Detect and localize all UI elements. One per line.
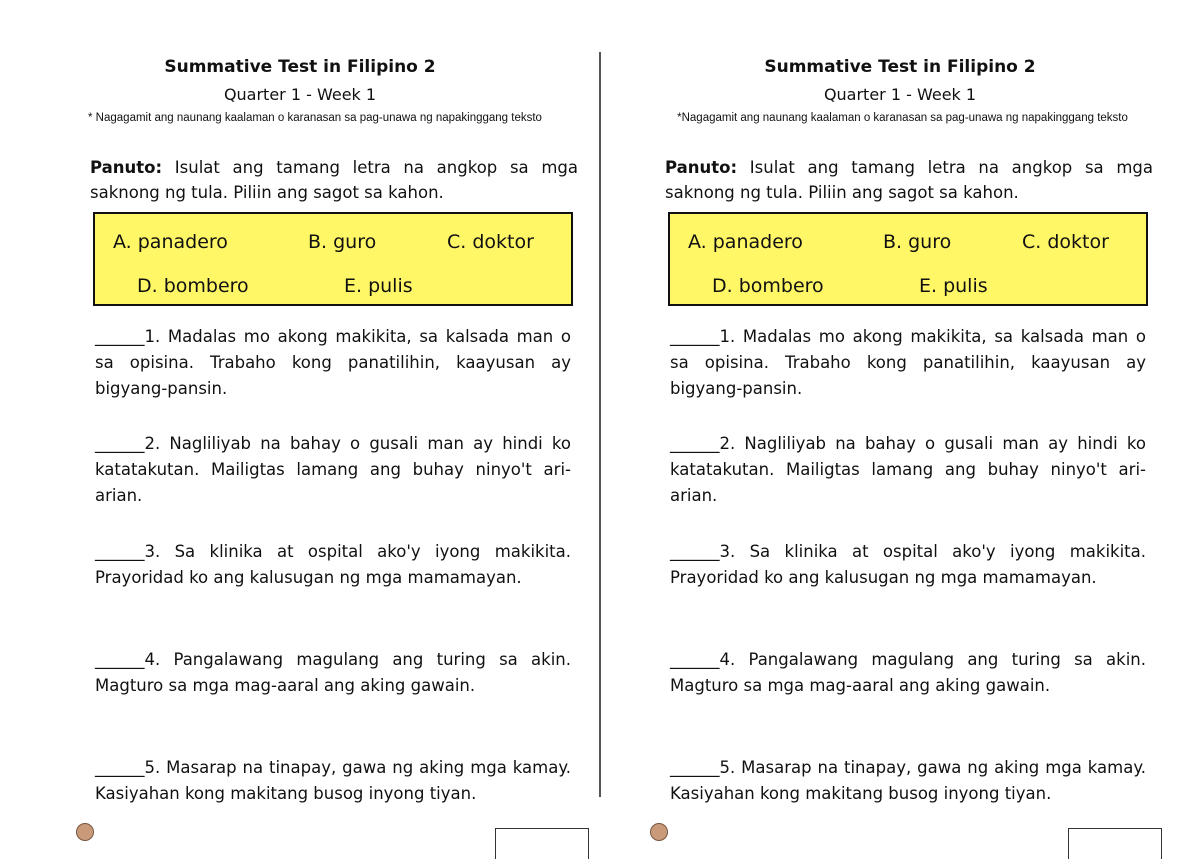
question-text: 5. Masarap na tinapay, gawa ng aking mga kamay. Kasiyahan kong makitang busog inyong tiyan.: [95, 758, 571, 803]
question-item-3: [670, 539, 1146, 591]
question-text: 2. Nagliliyab na bahay o gusali man ay hindi ko katatakutan. Mailigtas lamang ang buhay ninyo't ari-arian.: [95, 434, 571, 505]
question-text: 2. Nagliliyab na bahay o gusali man ay hindi ko katatakutan. Mailigtas lamang ang buhay ninyo't ari-arian.: [670, 434, 1146, 505]
instruction-text: Isulat ang tamang letra na angkop sa mga saknong ng tula. Piliin ang sagot sa kahon.: [665, 158, 1153, 202]
test-title: Summative Test in Filipino 2: [164, 57, 436, 77]
question-item-4: [670, 647, 1146, 699]
instruction: [665, 155, 1153, 205]
question-text: 3. Sa klinika at ospital ako'y iyong makikita. Prayoridad ko ang kalusugan ng mga mamamayan.: [95, 542, 571, 587]
competency-note: * Nagagamit ang naunang kaalaman o karanasan sa pag-unawa ng napakinggang teksto: [88, 112, 542, 124]
choice-c: C. doktor: [447, 231, 534, 253]
test-title: Summative Test in Filipino 2: [764, 57, 1036, 77]
answer-blank: ______: [95, 650, 145, 669]
choice-a: A. panadero: [688, 231, 803, 253]
question-item-3: [95, 539, 571, 591]
worksheet-left: [0, 0, 600, 849]
worksheet-right: [600, 0, 1200, 849]
answer-blank: ______: [670, 650, 720, 669]
answer-blank: ______: [95, 434, 145, 453]
question-item-4: [95, 647, 571, 699]
instruction: [90, 155, 578, 205]
answer-blank: ______: [670, 434, 720, 453]
competency-note: *Nagagamit ang naunang kaalaman o karanasan sa pag-unawa ng napakinggang teksto: [677, 112, 1128, 124]
choice-c: C. doktor: [1022, 231, 1109, 253]
answer-blank: ______: [670, 327, 720, 346]
answer-blank: ______: [670, 542, 720, 561]
choice-e: E. pulis: [919, 275, 988, 297]
question-text: 4. Pangalawang magulang ang turing sa akin. Magturo sa mga mag-aaral ang aking gawain.: [95, 650, 571, 695]
instruction-label: Panuto:: [665, 158, 738, 177]
question-item-1: [670, 324, 1146, 402]
question-text: 5. Masarap na tinapay, gawa ng aking mga kamay. Kasiyahan kong makitang busog inyong tiyan.: [670, 758, 1146, 803]
question-item-5: [95, 755, 571, 807]
question-item-2: [95, 431, 571, 509]
answer-blank: ______: [95, 327, 145, 346]
choice-b: B. guro: [883, 231, 952, 253]
question-text: 3. Sa klinika at ospital ako'y iyong makikita. Prayoridad ko ang kalusugan ng mga mamamayan.: [670, 542, 1146, 587]
answer-blank: ______: [670, 758, 720, 777]
question-text: 1. Madalas mo akong makikita, sa kalsada man o sa opisina. Trabaho kong panatilihin, kaayusan ay bigyang-pansin.: [670, 327, 1146, 398]
choice-b: B. guro: [308, 231, 377, 253]
question-item-5: [670, 755, 1146, 807]
question-item-1: [95, 324, 571, 402]
question-item-2: [670, 431, 1146, 509]
footer-box: [495, 828, 589, 859]
quarter-week: Quarter 1 - Week 1: [823, 85, 977, 104]
choices-box: [93, 212, 573, 306]
child-avatar-icon: [650, 823, 668, 841]
question-text: 1. Madalas mo akong makikita, sa kalsada man o sa opisina. Trabaho kong panatilihin, kaayusan ay bigyang-pansin.: [95, 327, 571, 398]
choice-d: D. bombero: [137, 275, 249, 297]
choice-e: E. pulis: [344, 275, 413, 297]
footer-box: [1068, 828, 1162, 859]
question-text: 4. Pangalawang magulang ang turing sa akin. Magturo sa mga mag-aaral ang aking gawain.: [670, 650, 1146, 695]
quarter-week: Quarter 1 - Week 1: [223, 85, 377, 104]
answer-blank: ______: [95, 542, 145, 561]
answer-blank: ______: [95, 758, 145, 777]
instruction-text: Isulat ang tamang letra na angkop sa mga saknong ng tula. Piliin ang sagot sa kahon.: [90, 158, 578, 202]
child-avatar-icon: [76, 823, 94, 841]
choices-box: [668, 212, 1148, 306]
choice-a: A. panadero: [113, 231, 228, 253]
choice-d: D. bombero: [712, 275, 824, 297]
instruction-label: Panuto:: [90, 158, 163, 177]
